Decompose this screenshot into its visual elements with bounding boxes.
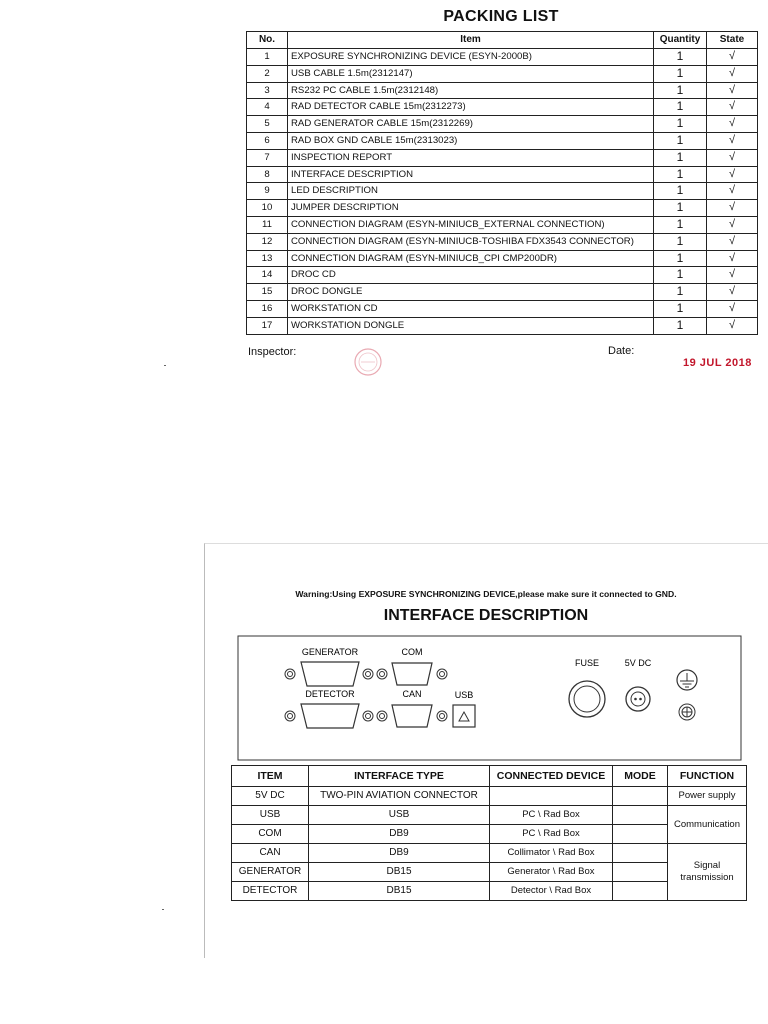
quantity-cell: 1 bbox=[654, 149, 707, 166]
mode-cell bbox=[613, 787, 668, 806]
quantity-cell: 1 bbox=[654, 200, 707, 217]
item-cell: CONNECTION DIAGRAM (ESYN-MINIUCB_CPI CMP200DR) bbox=[288, 250, 654, 267]
panel-label-can: CAN bbox=[402, 689, 422, 699]
header-function: FUNCTION bbox=[668, 766, 747, 787]
state-check-cell: √ bbox=[707, 49, 758, 66]
quantity-cell: 1 bbox=[654, 65, 707, 82]
ground-symbol-icon bbox=[677, 670, 697, 690]
quantity-cell: 1 bbox=[654, 99, 707, 116]
item-cell: 5V DC bbox=[232, 787, 309, 806]
header-interface-type: INTERFACE TYPE bbox=[309, 766, 490, 787]
quantity-cell: 1 bbox=[654, 82, 707, 99]
item-cell: INSPECTION REPORT bbox=[288, 149, 654, 166]
device-cell bbox=[490, 787, 613, 806]
quantity-cell: 1 bbox=[654, 250, 707, 267]
quantity-cell: 1 bbox=[654, 233, 707, 250]
item-cell: RAD DETECTOR CABLE 15m(2312273) bbox=[288, 99, 654, 116]
header-quantity: Quantity bbox=[654, 32, 707, 49]
device-cell: Generator \ Rad Box bbox=[490, 863, 613, 882]
state-check-cell: √ bbox=[707, 65, 758, 82]
packing-list-body bbox=[247, 49, 758, 335]
table-row bbox=[247, 233, 758, 250]
item-cell: INTERFACE DESCRIPTION bbox=[288, 166, 654, 183]
detector-connector-icon bbox=[285, 704, 373, 728]
item-cell: USB CABLE 1.5m(2312147) bbox=[288, 65, 654, 82]
state-check-cell: √ bbox=[707, 267, 758, 284]
row-number-cell: 11 bbox=[247, 216, 288, 233]
state-check-cell: √ bbox=[707, 183, 758, 200]
item-cell: USB bbox=[232, 806, 309, 825]
item-cell: COM bbox=[232, 825, 309, 844]
mode-cell bbox=[613, 882, 668, 901]
quantity-cell: 1 bbox=[654, 116, 707, 133]
row-number-cell: 16 bbox=[247, 300, 288, 317]
state-check-cell: √ bbox=[707, 216, 758, 233]
quantity-cell: 1 bbox=[654, 216, 707, 233]
quantity-cell: 1 bbox=[654, 132, 707, 149]
table-row bbox=[247, 132, 758, 149]
rear-panel-diagram bbox=[237, 635, 742, 761]
header-state: State bbox=[707, 32, 758, 49]
header-mode: MODE bbox=[613, 766, 668, 787]
state-check-cell: √ bbox=[707, 166, 758, 183]
quantity-cell: 1 bbox=[654, 317, 707, 334]
table-row bbox=[247, 267, 758, 284]
state-check-cell: √ bbox=[707, 200, 758, 217]
interface-description-title: INTERFACE DESCRIPTION bbox=[383, 607, 589, 624]
packing-list-title: PACKING LIST bbox=[443, 8, 559, 25]
table-row bbox=[247, 166, 758, 183]
row-number-cell: 1 bbox=[247, 49, 288, 66]
device-cell: PC \ Rad Box bbox=[490, 825, 613, 844]
table-row bbox=[247, 49, 758, 66]
function-communication: Communication bbox=[668, 806, 747, 844]
dc-jack-icon bbox=[626, 687, 650, 711]
table-row bbox=[247, 65, 758, 82]
state-check-cell: √ bbox=[707, 284, 758, 301]
type-cell: DB9 bbox=[309, 825, 490, 844]
state-check-cell: √ bbox=[707, 99, 758, 116]
row-number-cell: 15 bbox=[247, 284, 288, 301]
item-cell: DETECTOR bbox=[232, 882, 309, 901]
type-cell: DB15 bbox=[309, 863, 490, 882]
state-check-cell: √ bbox=[707, 82, 758, 99]
type-cell: TWO-PIN AVIATION CONNECTOR bbox=[309, 787, 490, 806]
state-check-cell: √ bbox=[707, 233, 758, 250]
date-stamp: 19 JUL 2018 bbox=[683, 357, 752, 369]
row-number-cell: 14 bbox=[247, 267, 288, 284]
packing-list-header-row bbox=[247, 32, 758, 49]
table-row bbox=[247, 317, 758, 334]
generator-connector-icon bbox=[285, 662, 373, 686]
mode-cell bbox=[613, 806, 668, 825]
interface-table bbox=[231, 765, 747, 901]
quantity-cell: 1 bbox=[654, 183, 707, 200]
panel-label-generator: GENERATOR bbox=[301, 647, 359, 657]
row-number-cell: 17 bbox=[247, 317, 288, 334]
row-number-cell: 4 bbox=[247, 99, 288, 116]
panel-label-fuse: FUSE bbox=[574, 658, 600, 668]
table-row bbox=[247, 200, 758, 217]
device-cell: Detector \ Rad Box bbox=[490, 882, 613, 901]
row-number-cell: 7 bbox=[247, 149, 288, 166]
item-cell: RAD BOX GND CABLE 15m(2313023) bbox=[288, 132, 654, 149]
type-cell: DB15 bbox=[309, 882, 490, 901]
state-check-cell: √ bbox=[707, 300, 758, 317]
item-cell: RAD GENERATOR CABLE 15m(2312269) bbox=[288, 116, 654, 133]
item-cell: EXPOSURE SYNCHRONIZING DEVICE (ESYN-2000B) bbox=[288, 49, 654, 66]
table-row bbox=[247, 300, 758, 317]
table-row bbox=[247, 82, 758, 99]
scan-speck bbox=[162, 909, 164, 910]
mode-cell bbox=[613, 825, 668, 844]
function-power-supply: Power supply bbox=[668, 787, 747, 806]
item-cell: CAN bbox=[232, 844, 309, 863]
gnd-warning: Warning:Using EXPOSURE SYNCHRONIZING DEVICE,please make sure it connected to GND. bbox=[295, 589, 677, 599]
item-cell: DROC DONGLE bbox=[288, 284, 654, 301]
header-item: Item bbox=[288, 32, 654, 49]
row-number-cell: 5 bbox=[247, 116, 288, 133]
row-number-cell: 9 bbox=[247, 183, 288, 200]
item-cell: LED DESCRIPTION bbox=[288, 183, 654, 200]
row-number-cell: 2 bbox=[247, 65, 288, 82]
inspector-label: Inspector: bbox=[248, 346, 297, 358]
item-cell: WORKSTATION DONGLE bbox=[288, 317, 654, 334]
table-row bbox=[247, 250, 758, 267]
table-row bbox=[247, 216, 758, 233]
date-label: Date: bbox=[608, 345, 635, 357]
mode-cell bbox=[613, 844, 668, 863]
device-cell: Collimator \ Rad Box bbox=[490, 844, 613, 863]
header-connected-device: CONNECTED DEVICE bbox=[490, 766, 613, 787]
row-number-cell: 12 bbox=[247, 233, 288, 250]
scan-speck bbox=[164, 365, 166, 366]
row-number-cell: 6 bbox=[247, 132, 288, 149]
fuse-holder-icon bbox=[569, 681, 605, 717]
usb-port-icon bbox=[453, 705, 475, 727]
header-item: ITEM bbox=[232, 766, 309, 787]
item-cell: DROC CD bbox=[288, 267, 654, 284]
panel-label-5vdc: 5V DC bbox=[624, 658, 652, 668]
state-check-cell: √ bbox=[707, 250, 758, 267]
panel-label-detector: DETECTOR bbox=[305, 689, 355, 699]
type-cell: USB bbox=[309, 806, 490, 825]
table-row bbox=[247, 99, 758, 116]
item-cell: GENERATOR bbox=[232, 863, 309, 882]
table-row bbox=[247, 183, 758, 200]
row-number-cell: 8 bbox=[247, 166, 288, 183]
table-row bbox=[247, 116, 758, 133]
state-check-cell: √ bbox=[707, 116, 758, 133]
row-number-cell: 10 bbox=[247, 200, 288, 217]
quantity-cell: 1 bbox=[654, 166, 707, 183]
quantity-cell: 1 bbox=[654, 300, 707, 317]
item-cell: CONNECTION DIAGRAM (ESYN-MINIUCB-TOSHIBA FDX3543 CONNECTOR) bbox=[288, 233, 654, 250]
table-row bbox=[232, 844, 747, 863]
panel-label-com: COM bbox=[401, 647, 423, 657]
state-check-cell: √ bbox=[707, 149, 758, 166]
row-number-cell: 13 bbox=[247, 250, 288, 267]
device-cell: PC \ Rad Box bbox=[490, 806, 613, 825]
table-row bbox=[247, 149, 758, 166]
state-check-cell: √ bbox=[707, 132, 758, 149]
table-row bbox=[247, 284, 758, 301]
packing-list-table bbox=[246, 31, 758, 335]
table-row bbox=[232, 806, 747, 825]
quantity-cell: 1 bbox=[654, 267, 707, 284]
header-no: No. bbox=[247, 32, 288, 49]
function-signal-transmission: Signal transmission bbox=[668, 844, 747, 901]
item-cell: RS232 PC CABLE 1.5m(2312148) bbox=[288, 82, 654, 99]
can-connector-icon bbox=[377, 705, 447, 727]
quantity-cell: 1 bbox=[654, 49, 707, 66]
interface-header-row bbox=[232, 766, 747, 787]
item-cell: CONNECTION DIAGRAM (ESYN-MINIUCB_EXTERNAL CONNECTION) bbox=[288, 216, 654, 233]
quantity-cell: 1 bbox=[654, 284, 707, 301]
row-number-cell: 3 bbox=[247, 82, 288, 99]
ground-screw-icon bbox=[679, 704, 695, 720]
panel-label-usb: USB bbox=[454, 690, 474, 700]
mode-cell bbox=[613, 863, 668, 882]
com-connector-icon bbox=[377, 663, 447, 685]
table-row bbox=[232, 787, 747, 806]
item-cell: JUMPER DESCRIPTION bbox=[288, 200, 654, 217]
item-cell: WORKSTATION CD bbox=[288, 300, 654, 317]
inspection-seal-stamp bbox=[353, 347, 383, 377]
type-cell: DB9 bbox=[309, 844, 490, 863]
state-check-cell: √ bbox=[707, 317, 758, 334]
